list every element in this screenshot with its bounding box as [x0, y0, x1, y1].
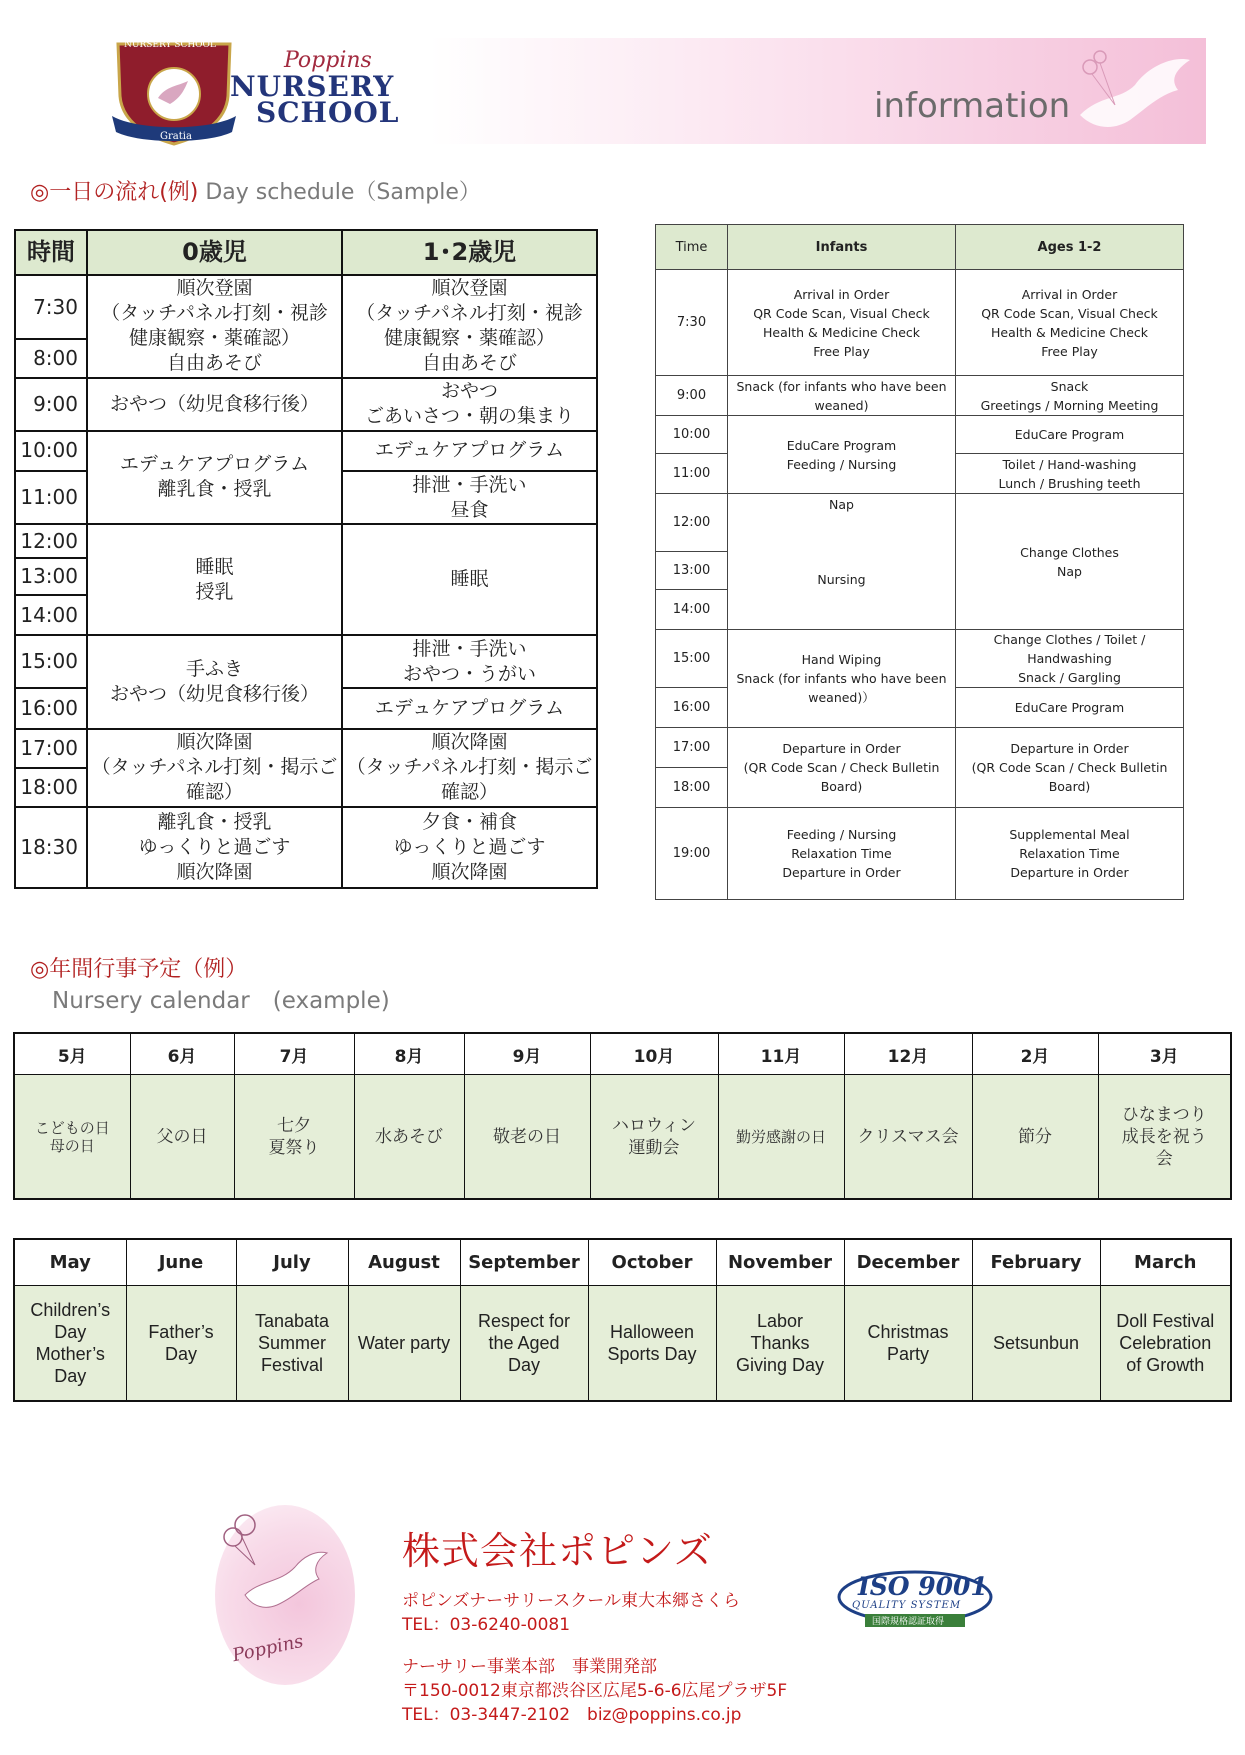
jp-month: 2月 — [972, 1033, 1098, 1075]
en-month: July — [236, 1239, 348, 1286]
school-name: ポピンズナーサリースクール東大本郷さくら — [402, 1591, 740, 1611]
en-time-cell: 18:00 — [656, 768, 728, 808]
day-schedule-title: ◎一日の流れ(例) Day schedule（Sample） — [30, 180, 481, 205]
en-time-cell: 19:00 — [656, 808, 728, 900]
en-event: Christmas Party — [844, 1286, 972, 1402]
en-month: August — [348, 1239, 460, 1286]
en-time-cell: 12:00 — [656, 494, 728, 552]
jp-toddler-cell: 睡眠 — [342, 524, 597, 636]
school-title: NURSERY SCHOOL — [230, 70, 400, 129]
address: 〒150-0012東京都渋谷区広尾5-6-6広尾プラザ5F — [402, 1681, 788, 1701]
en-month: October — [588, 1239, 716, 1286]
footer-logo-text: Poppins — [230, 1630, 306, 1667]
en-time-cell: 13:00 — [656, 552, 728, 590]
jp-infant-cell: 睡眠 授乳 — [87, 524, 342, 636]
jp-toddler-cell: エデュケアプログラム — [342, 688, 597, 729]
jp-month: 7月 — [234, 1033, 354, 1075]
en-toddler-cell: Toilet / Hand-washing Lunch / Brushing teeth — [956, 454, 1184, 494]
jp-month: 3月 — [1098, 1033, 1231, 1075]
en-toddler-cell: Change Clothes / Toilet / Handwashing Snack / Gargling — [956, 630, 1184, 688]
crest-bottom-text: Gratia — [160, 131, 192, 142]
jp-infant-cell: 離乳食・授乳 ゆっくりと過ごす 順次降園 — [87, 807, 342, 888]
en-time-cell: 10:00 — [656, 416, 728, 454]
brand-name: Poppins — [284, 48, 372, 73]
en-month: June — [126, 1239, 236, 1286]
jp-time-cell: 8:00 — [15, 339, 87, 378]
jp-time-cell: 17:00 — [15, 729, 87, 768]
en-infant-cell: Departure in Order (QR Code Scan / Check Bulletin Board) — [728, 728, 956, 808]
jp-month: 10月 — [590, 1033, 718, 1075]
jp-month: 6月 — [130, 1033, 234, 1075]
jp-time-cell: 10:00 — [15, 431, 87, 472]
jp-event: 節分 — [972, 1075, 1098, 1200]
jp-toddler-cell: 順次登園 （タッチパネル打刻・視診 健康観察・薬確認） 自由あそび — [342, 275, 597, 378]
iso-subtitle: QUALITY SYSTEM — [852, 1600, 962, 1611]
jp-time-cell: 16:00 — [15, 688, 87, 729]
jp-header-toddler: 1･2歳児 — [342, 230, 597, 275]
jp-month: 8月 — [354, 1033, 464, 1075]
jp-calendar-table — [13, 1032, 1232, 1200]
jp-event: こどもの日 母の日 — [14, 1075, 130, 1200]
calendar-title-en: Nursery calendar (example) — [52, 988, 390, 1014]
jp-header-time: 時間 — [15, 230, 87, 275]
en-infant-cell: EduCare Program Feeding / Nursing — [728, 416, 956, 494]
jp-month: 5月 — [14, 1033, 130, 1075]
jp-toddler-cell: おやつ ごあいさつ・朝の集まり — [342, 378, 597, 431]
jp-schedule-table — [14, 229, 598, 889]
company-name: 株式会社ポピンズ — [402, 1529, 713, 1573]
department: ナーサリー事業本部 事業開発部 — [402, 1657, 657, 1677]
iso-caption: 国際規格認証取得 — [872, 1617, 945, 1627]
en-header-time: Time — [656, 225, 728, 270]
en-event: Labor Thanks Giving Day — [716, 1286, 844, 1402]
jp-time-cell: 9:00 — [15, 378, 87, 431]
en-infant-cell: Arrival in Order QR Code Scan, Visual Check Health & Medicine Check Free Play — [728, 270, 956, 376]
jp-infant-cell: 順次登園 （タッチパネル打刻・視診 健康観察・薬確認） 自由あそび — [87, 275, 342, 378]
jp-infant-cell: おやつ（幼児食移行後） — [87, 378, 342, 431]
jp-time-cell: 7:30 — [15, 275, 87, 340]
jp-toddler-cell: 排泄・手洗い おやつ・うがい — [342, 635, 597, 688]
jp-event: ひなまつり 成長を祝う 会 — [1098, 1075, 1231, 1200]
jp-event: 勤労感謝の日 — [718, 1075, 844, 1200]
jp-infant-cell: 手ふき おやつ（幼児食移行後） — [87, 635, 342, 728]
en-infant-cell: Snack (for infants who have been weaned) — [728, 376, 956, 416]
en-event: Setsunbun — [972, 1286, 1100, 1402]
en-event: Father’s Day — [126, 1286, 236, 1402]
iso-title: ISO 9001 — [858, 1572, 988, 1601]
jp-time-cell: 18:30 — [15, 807, 87, 888]
jp-toddler-cell: 排泄・手洗い 昼食 — [342, 471, 597, 524]
en-schedule-table — [655, 224, 1184, 900]
jp-time-cell: 18:00 — [15, 768, 87, 807]
jp-toddler-cell: エデュケアプログラム — [342, 431, 597, 472]
en-time-cell: 11:00 — [656, 454, 728, 494]
en-toddler-cell: Arrival in Order QR Code Scan, Visual Check Health & Medicine Check Free Play — [956, 270, 1184, 376]
en-toddler-cell: Supplemental Meal Relaxation Time Departure in Order — [956, 808, 1184, 900]
en-time-cell: 15:00 — [656, 630, 728, 688]
en-event: Children’s Day Mother’s Day — [14, 1286, 126, 1402]
information-label: information — [874, 86, 1071, 126]
jp-month: 11月 — [718, 1033, 844, 1075]
en-infant-cell: Hand Wiping Snack (for infants who have been weaned)） — [728, 630, 956, 728]
en-month: March — [1100, 1239, 1231, 1286]
jp-infant-cell: エデュケアプログラム 離乳食・授乳 — [87, 431, 342, 524]
jp-event: ハロウィン 運動会 — [590, 1075, 718, 1200]
en-month: September — [460, 1239, 588, 1286]
en-infant-cell: Feeding / Nursing Relaxation Time Departure in Order — [728, 808, 956, 900]
en-toddler-cell: EduCare Program — [956, 688, 1184, 728]
jp-time-cell: 11:00 — [15, 471, 87, 524]
jp-event: 水あそび — [354, 1075, 464, 1200]
dove-icon — [1060, 45, 1210, 140]
school-tel: TEL：03-6240-0081 — [402, 1615, 571, 1635]
en-toddler-cell: EduCare Program — [956, 416, 1184, 454]
en-event: Water party — [348, 1286, 460, 1402]
en-event: Tanabata Summer Festival — [236, 1286, 348, 1402]
jp-month: 12月 — [844, 1033, 972, 1075]
en-infant-cell: Nap Nursing — [728, 494, 956, 630]
jp-time-cell: 15:00 — [15, 635, 87, 688]
crest-top-text: NURSERY SCHOOL — [124, 40, 216, 50]
en-month: November — [716, 1239, 844, 1286]
en-month: May — [14, 1239, 126, 1286]
en-event: Doll Festival Celebration of Growth — [1100, 1286, 1231, 1402]
en-time-cell: 14:00 — [656, 590, 728, 630]
en-toddler-cell: Departure in Order (QR Code Scan / Check Bulletin Board) — [956, 728, 1184, 808]
jp-event: 敬老の日 — [464, 1075, 590, 1200]
department-contact: TEL：03-3447-2102 biz@poppins.co.jp — [402, 1705, 742, 1725]
jp-event: 父の日 — [130, 1075, 234, 1200]
jp-month: 9月 — [464, 1033, 590, 1075]
jp-event: クリスマス会 — [844, 1075, 972, 1200]
jp-toddler-cell: 順次降園 （タッチパネル打刻・掲示ご 確認） — [342, 729, 597, 807]
jp-event: 七夕 夏祭り — [234, 1075, 354, 1200]
en-event: Halloween Sports Day — [588, 1286, 716, 1402]
jp-time-cell: 14:00 — [15, 595, 87, 636]
jp-infant-cell: 順次降園 （タッチパネル打刻・掲示ご 確認） — [87, 729, 342, 807]
en-time-cell: 16:00 — [656, 688, 728, 728]
en-time-cell: 7:30 — [656, 270, 728, 376]
en-calendar-table — [13, 1238, 1232, 1402]
en-time-cell: 17:00 — [656, 728, 728, 768]
en-month: December — [844, 1239, 972, 1286]
en-event: Respect for the Aged Day — [460, 1286, 588, 1402]
en-toddler-cell: Snack Greetings / Morning Meeting — [956, 376, 1184, 416]
jp-header-infant: 0歳児 — [87, 230, 342, 275]
jp-time-cell: 12:00 — [15, 524, 87, 558]
en-header-toddler: Ages 1-2 — [956, 225, 1184, 270]
en-month: February — [972, 1239, 1100, 1286]
en-toddler-cell: Change Clothes Nap — [956, 494, 1184, 630]
calendar-title-jp: ◎年間行事予定（例） — [30, 957, 248, 982]
jp-toddler-cell: 夕食・補食 ゆっくりと過ごす 順次降園 — [342, 807, 597, 888]
en-time-cell: 9:00 — [656, 376, 728, 416]
jp-time-cell: 13:00 — [15, 558, 87, 594]
en-header-infant: Infants — [728, 225, 956, 270]
